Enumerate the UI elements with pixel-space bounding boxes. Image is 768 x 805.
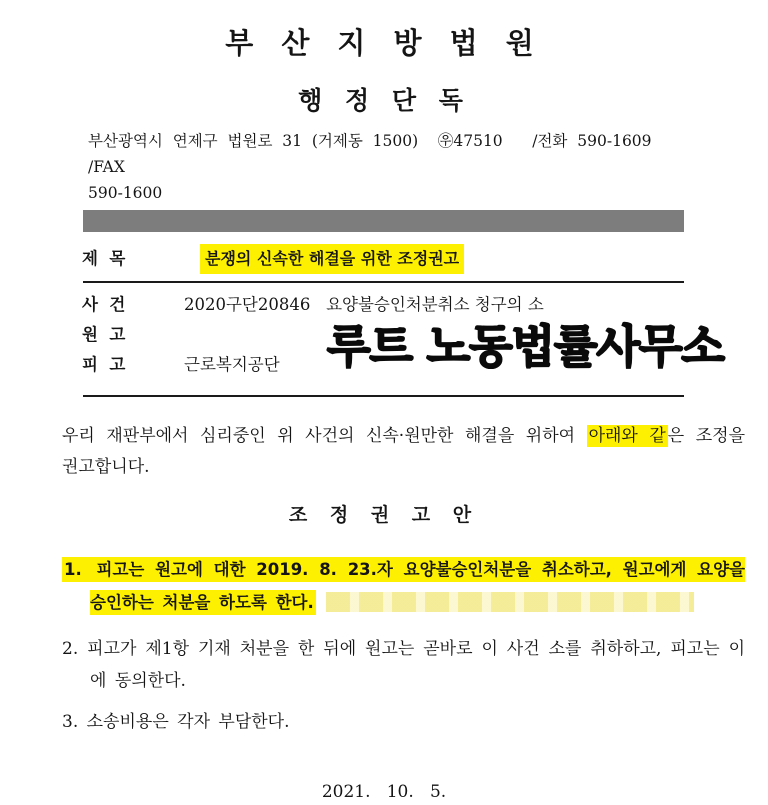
proposal-item-1 — [62, 553, 745, 619]
proposal-item-1-text-highlighted: 피고는 원고에 대한 2019. 8. 23.자 요양불승인처분을 취소하고, 원고에게 요양을 승인하는 처분을 하도록 한다. — [84, 557, 745, 615]
case-meta-table — [82, 232, 684, 281]
case-label: 사 건 — [82, 295, 126, 314]
court-name-title: 부 산 지 방 법 원 — [225, 26, 543, 60]
intro-text-highlighted: 아래와 같 — [588, 426, 666, 446]
case-number-value: 2020구단20846 요양불승인처분취소 청구의 소 — [184, 295, 544, 314]
redacted-bar — [83, 210, 684, 232]
subject-value-highlighted: 분쟁의 신속한 해결을 위한 조정권고 — [200, 244, 464, 274]
divider-line-bottom — [83, 395, 684, 397]
intro-text-post: 은 조정을 권고합니다. — [62, 426, 746, 477]
proposal-item-3-text: 소송비용은 각자 부담한다. — [78, 712, 290, 732]
proposal-item-2-text: 피고가 제1항 기재 처분을 한 뒤에 원고는 곧바로 이 사건 소를 취하하고, 피고는 이에 동의한다. — [78, 639, 745, 691]
subject-label: 제 목 — [82, 249, 126, 268]
proposal-item-1-number: 1. — [62, 557, 84, 582]
law-office-stamp: 루트 노동법률사무소 — [327, 320, 724, 373]
document-date: 2021. 10. 5. — [321, 782, 447, 802]
defendant-label: 피 고 — [82, 355, 126, 374]
intro-text-pre: 우리 재판부에서 심리중인 위 사건의 신속·원만한 해결을 위하여 — [62, 426, 587, 446]
proposal-item-2-number: 2. — [62, 639, 79, 659]
court-division-title: 행 정 단 독 — [298, 86, 470, 115]
court-address-line1: 부산광역시 연제구 법원로 31 (거제동 1500) ㉾47510 /전화 590-1609 /FAX — [88, 132, 672, 176]
subject-row — [82, 232, 684, 281]
proposal-item-2 — [62, 633, 745, 697]
defendant-value: 근로복지공단 — [184, 355, 280, 374]
intro-paragraph — [62, 421, 745, 483]
court-address — [88, 128, 688, 206]
court-address-line2: 590-1600 — [88, 184, 163, 202]
proposal-item-3-number: 3. — [62, 712, 79, 732]
mediation-proposal-heading: 조 정 권 고 안 — [288, 504, 480, 526]
erased-highlight-strip — [326, 592, 694, 612]
plaintiff-label: 원 고 — [82, 325, 126, 344]
proposal-item-3 — [62, 709, 745, 735]
court-document-page — [0, 26, 768, 804]
